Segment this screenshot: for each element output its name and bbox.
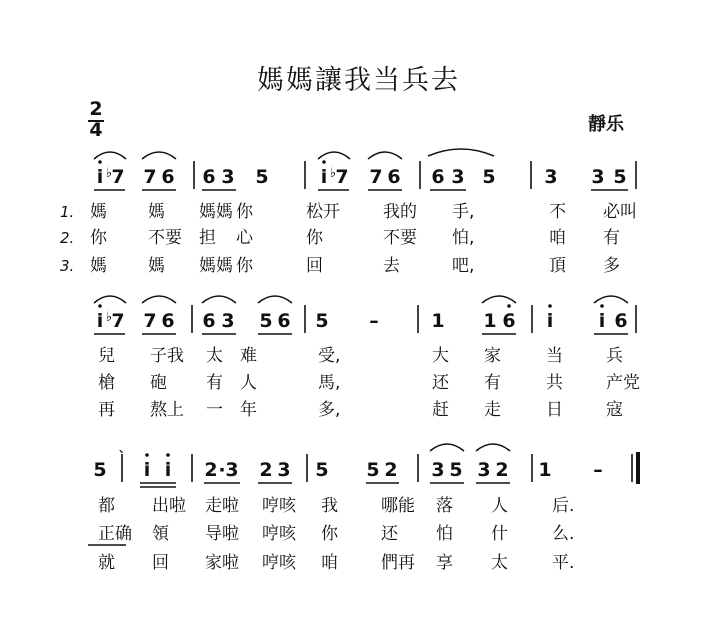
lyric-syllable: 有 bbox=[603, 228, 620, 248]
slur-arc bbox=[476, 444, 510, 451]
note-line2-8: 6 bbox=[277, 310, 291, 332]
note-line2-14: i bbox=[546, 310, 554, 332]
slur-arc bbox=[258, 296, 292, 303]
lyric-syllable: 松开 bbox=[306, 202, 340, 222]
note-line3-5: 3 bbox=[225, 459, 239, 481]
lyric-syllable: 还 bbox=[381, 524, 398, 544]
lyric-syllable: 都 bbox=[98, 496, 115, 516]
note-line1-2: 7 bbox=[111, 166, 125, 188]
slur-arc bbox=[202, 296, 236, 303]
verse-number: 3. bbox=[60, 257, 75, 275]
note-line2-15: i bbox=[598, 310, 606, 332]
lyric-syllable: 就 bbox=[98, 553, 115, 573]
note-line1-8: i bbox=[320, 166, 328, 188]
slur-arc bbox=[428, 149, 494, 156]
note-line1-0: i bbox=[96, 166, 104, 188]
octave-dot bbox=[600, 304, 604, 308]
note-line3-15: 1 bbox=[538, 459, 552, 481]
lyric-syllable: 吧, bbox=[452, 256, 475, 276]
note-line1-16: 3 bbox=[544, 166, 558, 188]
note-line2-4: 6 bbox=[161, 310, 175, 332]
note-line1-7: 5 bbox=[255, 166, 269, 188]
octave-dot bbox=[507, 304, 511, 308]
lyric-syllable: 太 bbox=[491, 553, 508, 573]
note-line3-3: 2 bbox=[204, 459, 218, 481]
note-line2-5: 6 bbox=[202, 310, 216, 332]
lyric-syllable: 平. bbox=[552, 553, 575, 573]
note-line1-3: 7 bbox=[143, 166, 157, 188]
note-line2-3: 7 bbox=[143, 310, 157, 332]
note-line2-16: 6 bbox=[614, 310, 628, 332]
note-line1-13: 6 bbox=[431, 166, 445, 188]
lyric-syllable: 你 bbox=[321, 524, 338, 544]
slur-arc bbox=[142, 152, 176, 159]
lyric-syllable: 大 bbox=[432, 346, 449, 366]
note-line1-5: 6 bbox=[202, 166, 216, 188]
octave-dot bbox=[548, 304, 552, 308]
lyric-syllable: 我的 bbox=[383, 202, 417, 222]
note-line1-15: 5 bbox=[482, 166, 496, 188]
lyric-syllable: 么. bbox=[552, 524, 575, 544]
lyric-syllable: 多 bbox=[603, 256, 620, 276]
note-line1-11: 7 bbox=[369, 166, 383, 188]
lyric-syllable: 担 bbox=[199, 228, 216, 248]
lyric-syllable: 媽 bbox=[148, 256, 165, 276]
note-line3-2: i bbox=[164, 459, 172, 481]
lyric-syllable: 落 bbox=[436, 496, 453, 516]
lyric-syllable: 你 bbox=[236, 202, 253, 222]
lyric-syllable: 們再 bbox=[381, 553, 415, 573]
note-line1-18: 5 bbox=[613, 166, 627, 188]
note-line2-0: i bbox=[96, 310, 104, 332]
lyric-syllable: 哼咳 bbox=[262, 496, 296, 516]
slur-arc bbox=[368, 152, 402, 159]
lyric-syllable: 家啦 bbox=[205, 553, 239, 573]
verse-number: 2. bbox=[60, 229, 75, 247]
lyric-syllable: 哼咳 bbox=[262, 524, 296, 544]
time-signature-numerator: 2 bbox=[89, 98, 103, 120]
lyric-syllable: 媽媽 bbox=[199, 256, 233, 276]
note-line2-2: 7 bbox=[111, 310, 125, 332]
note-line2-13: 6 bbox=[502, 310, 516, 332]
lyric-syllable: 走 bbox=[484, 400, 501, 420]
note-line3-4: · bbox=[218, 459, 226, 481]
lyric-syllable: 多, bbox=[318, 400, 341, 420]
lyric-syllable: 手, bbox=[452, 202, 475, 222]
lyric-syllable: 咱 bbox=[549, 228, 566, 248]
lyric-syllable: 哼咳 bbox=[262, 553, 296, 573]
lyric-syllable: 馬, bbox=[318, 373, 341, 393]
lyric-syllable: 还 bbox=[432, 373, 449, 393]
verse-number: 1. bbox=[60, 203, 75, 221]
lyric-syllable: 回 bbox=[152, 553, 169, 573]
note-line1-12: 6 bbox=[387, 166, 401, 188]
lyric-syllable: 怕, bbox=[452, 228, 475, 248]
lyric-syllable: 媽 bbox=[90, 202, 107, 222]
note-line1-6: 3 bbox=[221, 166, 235, 188]
note-line3-13: 3 bbox=[477, 459, 491, 481]
composer-credit: 靜乐 bbox=[588, 114, 624, 135]
lyric-syllable: 年 bbox=[240, 400, 257, 420]
lyric-syllable: 正确 bbox=[98, 524, 132, 544]
note-line2-11: 1 bbox=[431, 310, 445, 332]
note-line2-10: – bbox=[369, 310, 379, 332]
note-line3-7: 3 bbox=[277, 459, 291, 481]
note-line3-11: 3 bbox=[431, 459, 445, 481]
lyric-syllable: 什 bbox=[491, 524, 508, 544]
slur-arc bbox=[142, 296, 176, 303]
slur-arc bbox=[482, 296, 516, 303]
slur-arc bbox=[430, 444, 464, 451]
lyric-syllable: 你 bbox=[90, 228, 107, 248]
song-title: 媽媽讓我当兵去 bbox=[257, 65, 460, 96]
notation-layer bbox=[93, 166, 627, 481]
time-signature-denominator: 4 bbox=[89, 119, 103, 141]
slur-arc bbox=[318, 152, 350, 159]
lyric-syllable: 受, bbox=[318, 346, 341, 366]
lyric-syllable: 不要 bbox=[383, 228, 417, 248]
lyric-syllable: 必叫 bbox=[603, 202, 637, 222]
lyric-syllable: 共 bbox=[546, 373, 563, 393]
lyric-syllable: 咱 bbox=[321, 553, 338, 573]
accidental-flat: ♭ bbox=[105, 166, 113, 181]
lyric-syllable: 一 bbox=[206, 400, 223, 420]
lyric-syllable: 怕 bbox=[436, 524, 453, 544]
lyric-syllable: 頂 bbox=[549, 256, 566, 276]
note-line3-1: i bbox=[143, 459, 151, 481]
note-line1-17: 3 bbox=[591, 166, 605, 188]
lyric-syllable: 导啦 bbox=[205, 524, 239, 544]
lyric-syllable: 再 bbox=[98, 400, 115, 420]
lyric-syllable: 有 bbox=[484, 373, 501, 393]
lyric-syllable: 領 bbox=[152, 524, 169, 544]
lyric-syllable: 人 bbox=[491, 496, 508, 516]
lyric-syllable: 你 bbox=[306, 228, 323, 248]
lyric-syllable: 心 bbox=[236, 228, 253, 248]
octave-dot bbox=[98, 304, 102, 308]
lyric-syllable: 后. bbox=[552, 496, 575, 516]
lyric-syllable: 回 bbox=[306, 256, 323, 276]
lyric-syllable: 你 bbox=[236, 256, 253, 276]
lyric-syllable: 媽媽 bbox=[199, 202, 233, 222]
slur-arc bbox=[94, 152, 126, 159]
octave-dot bbox=[98, 160, 102, 164]
lyrics-layer bbox=[60, 202, 640, 573]
lyric-syllable: 当 bbox=[546, 346, 563, 366]
lyric-syllable: 兵 bbox=[606, 346, 623, 366]
lyric-syllable: 我 bbox=[321, 496, 338, 516]
lyric-syllable: 寇 bbox=[606, 400, 623, 420]
note-line3-12: 5 bbox=[449, 459, 463, 481]
note-line2-7: 5 bbox=[259, 310, 273, 332]
note-line1-10: 7 bbox=[335, 166, 349, 188]
lyric-syllable: 难 bbox=[240, 346, 257, 366]
lyric-syllable: 兒 bbox=[98, 346, 115, 366]
lyric-syllable: 槍 bbox=[98, 373, 115, 393]
slur-arc bbox=[94, 296, 126, 303]
note-line3-8: 5 bbox=[315, 459, 329, 481]
accidental-flat: ♭ bbox=[105, 310, 113, 325]
lyric-syllable: 哪能 bbox=[381, 496, 415, 516]
lyric-syllable: 不要 bbox=[148, 228, 182, 248]
lyric-syllable: 不 bbox=[549, 202, 566, 222]
lyric-syllable: 家 bbox=[484, 346, 501, 366]
note-line3-14: 2 bbox=[495, 459, 509, 481]
lyric-syllable: 走啦 bbox=[205, 496, 239, 516]
final-bar-thick bbox=[636, 452, 640, 484]
lyric-syllable: 熬上 bbox=[150, 400, 184, 420]
lyric-syllable: 日 bbox=[546, 400, 563, 420]
lyric-syllable: 产党 bbox=[606, 373, 640, 393]
lyric-syllable: 赶 bbox=[432, 400, 449, 420]
slur-arc bbox=[594, 296, 628, 303]
note-line1-14: 3 bbox=[451, 166, 465, 188]
note-line2-9: 5 bbox=[315, 310, 329, 332]
lyric-syllable: 出啦 bbox=[152, 496, 186, 516]
note-line3-16: – bbox=[593, 459, 603, 481]
note-line3-0: 5 bbox=[93, 459, 107, 481]
note-line3-9: 5 bbox=[366, 459, 380, 481]
lyric-syllable: 去 bbox=[383, 256, 400, 276]
note-line2-12: 1 bbox=[483, 310, 497, 332]
note-line3-6: 2 bbox=[259, 459, 273, 481]
octave-dot bbox=[145, 453, 149, 457]
octave-dot bbox=[322, 160, 326, 164]
note-line1-4: 6 bbox=[161, 166, 175, 188]
lyric-syllable: 享 bbox=[436, 553, 453, 573]
lyric-syllable: 人 bbox=[240, 373, 257, 393]
lyric-syllable: 媽 bbox=[148, 202, 165, 222]
lyric-syllable: 媽 bbox=[90, 256, 107, 276]
accidental-flat: ♭ bbox=[329, 166, 337, 181]
lyric-syllable: 有 bbox=[206, 373, 223, 393]
lyric-syllable: 子我 bbox=[150, 346, 184, 366]
breath-mark: ` bbox=[118, 450, 126, 466]
note-line2-6: 3 bbox=[221, 310, 235, 332]
note-line3-10: 2 bbox=[384, 459, 398, 481]
lyric-syllable: 砲 bbox=[150, 373, 167, 393]
lyric-syllable: 太 bbox=[206, 346, 223, 366]
octave-dot bbox=[166, 453, 170, 457]
